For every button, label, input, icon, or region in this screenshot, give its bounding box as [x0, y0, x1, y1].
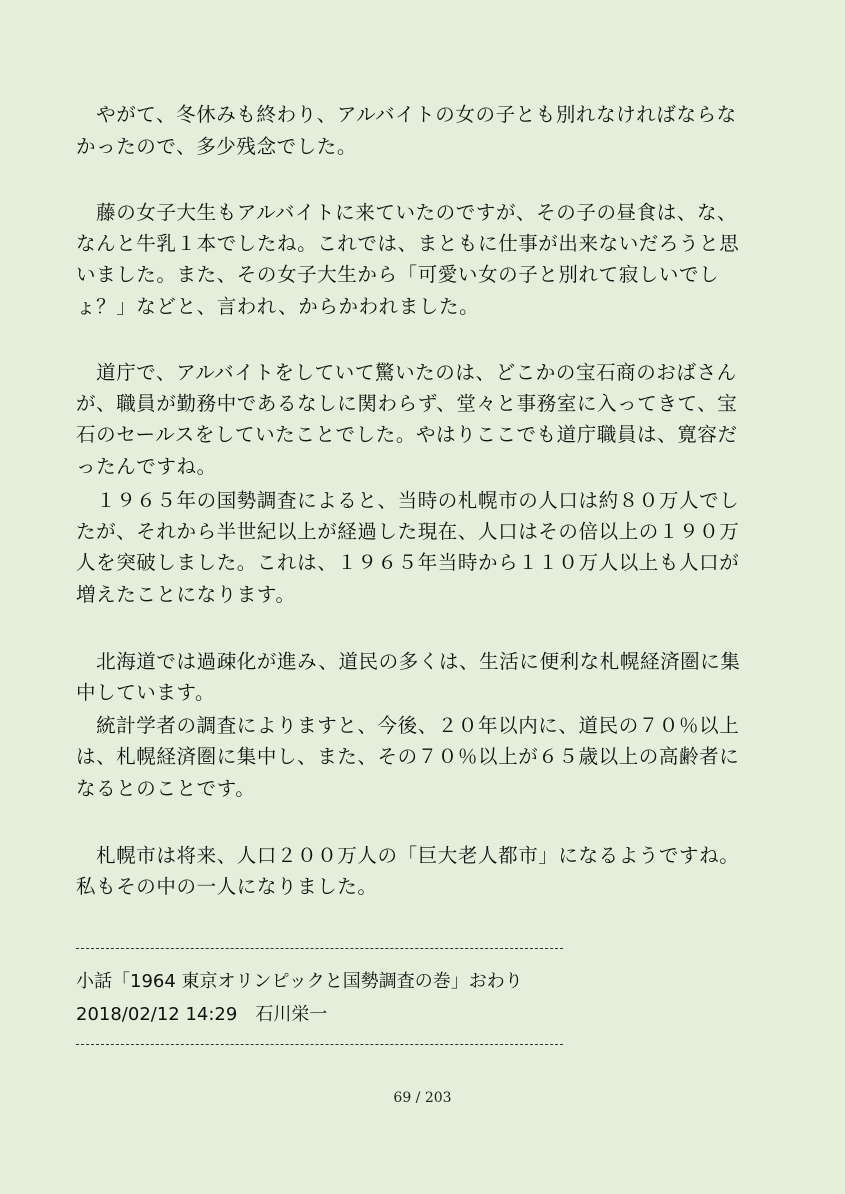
body-text-line: なんと牛乳１本でしたね。これでは、まともに仕事が出来ないだろうと思 [76, 232, 740, 255]
body-text-line: 石のセールスをしていたことでした。やはりここでも道庁職員は、寛容だ [76, 423, 738, 446]
body-text-line: いました。また、その女子大生から「可愛い女の子と別れて寂しいでし [76, 263, 720, 286]
body-text-line: １９６５年の国勢調査によると、当時の札幌市の人口は約８０万人でし [76, 489, 740, 512]
body-text-line: なるとのことです。 [76, 777, 256, 800]
body-text-line: 増えたことになります。 [76, 583, 296, 606]
body-text-line: たが、それから半世紀以上が経過した現在、人口はその倍以上の１９０万 [76, 520, 740, 543]
body-text-line: 北海道では過疎化が進み、道民の多くは、生活に便利な札幌経済圏に集 [76, 650, 741, 673]
body-text-line: 中しています。 [76, 681, 216, 704]
footer-story-title: 小話「1964 東京オリンピックと国勢調査の巻」おわり [76, 971, 523, 992]
page-number: 69 / 203 [393, 1090, 452, 1106]
body-text-line: 人を突破しました。これは、１９６５年当時から１１０万人以上も人口が [76, 551, 740, 574]
body-text-line: 道庁で、アルバイトをしていて驚いたのは、どこかの宝石商のおばさん [76, 361, 737, 384]
body-text-line: が、職員が勤務中であるなしに関わらず、堂々と事務室に入ってきて、宝 [76, 392, 738, 415]
body-text-line: 札幌市は将来、人口２００万人の「巨大老人都市」になるようですね。 [76, 844, 740, 867]
body-text-line: 藤の女子大生もアルバイトに来ていたのですが、その子の昼食は、な、 [76, 201, 738, 224]
body-text-line: は、札幌経済圏に集中し、また、その７０％以上が６５歳以上の高齢者に [76, 745, 740, 768]
body-text-line: やがて、冬休みも終わり、アルバイトの女の子とも別れなければならな [76, 103, 737, 126]
body-text-line: ょ？」などと、言われ、からかわれました。 [76, 295, 480, 318]
body-text-line: 統計学者の調査によりますと、今後、２０年以内に、道民の７０％以上 [76, 714, 740, 737]
footer-divider-top [76, 948, 563, 949]
body-text-line: かったので、多少残念でした。 [76, 135, 358, 158]
footer-date-author: 2018/02/12 14:29 石川栄一 [76, 1004, 328, 1025]
footer-divider-bottom [76, 1044, 563, 1045]
body-text-line: ったんですね。 [76, 455, 217, 478]
body-text-line: 私もその中の一人になりました。 [76, 875, 378, 898]
